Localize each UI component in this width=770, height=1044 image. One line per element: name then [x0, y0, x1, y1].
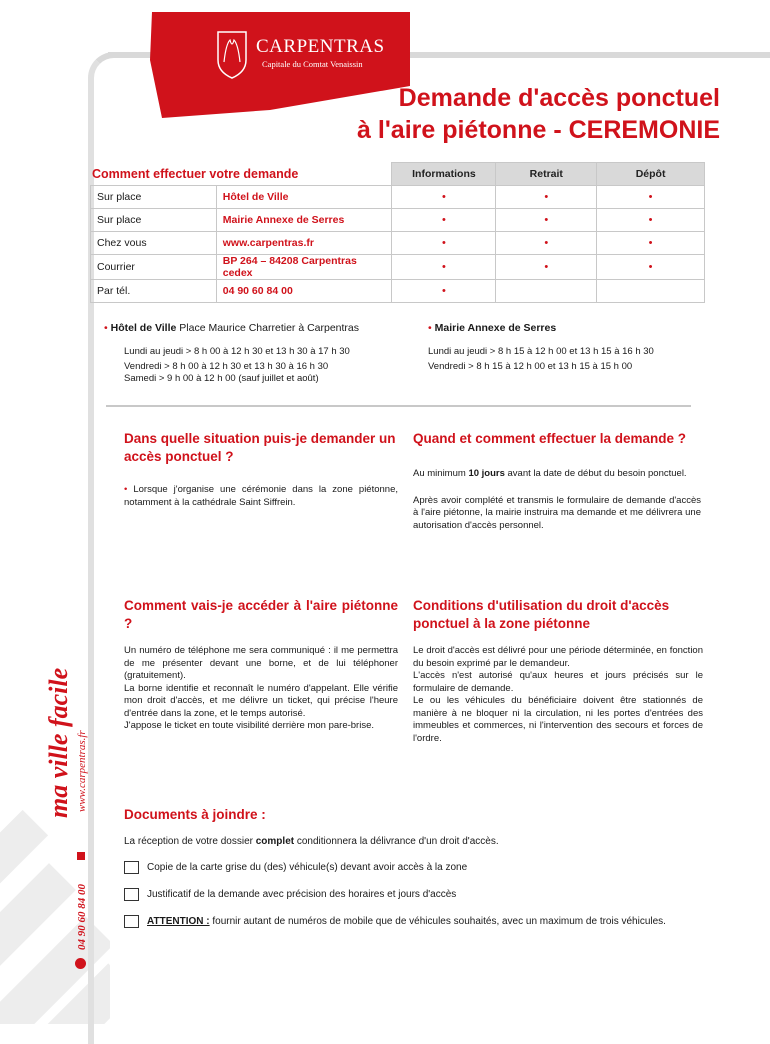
table-row	[91, 255, 705, 280]
page-title-line2: à l'aire piétonne - CEREMONIE	[357, 116, 720, 144]
sidebar-circle-icon	[75, 958, 86, 969]
annexe-hours-line: Vendredi > 8 h 15 à 12 h 00 et 13 h 15 à 15 h 00	[428, 361, 633, 372]
hotel-hours-line: Samedi > 9 h 00 à 12 h 00 (sauf juillet et août)	[124, 373, 319, 384]
section-text	[413, 468, 701, 481]
row-retrait: •	[496, 209, 597, 232]
logo-name: CARPENTRAS	[256, 36, 385, 57]
row-mode: Sur place	[91, 209, 217, 232]
documents-heading-text: Documents à joindre	[124, 807, 258, 822]
sidebar-website: www.carpentras.fr	[76, 730, 88, 812]
row-location: Hôtel de Ville	[216, 186, 392, 209]
table-caption: Comment effectuer votre demande	[92, 167, 299, 181]
documents-heading	[124, 806, 714, 824]
section-acceder	[124, 597, 398, 733]
checkbox-attention[interactable]	[124, 915, 139, 928]
hotel-address: Place Maurice Charretier à Carpentras	[179, 322, 360, 334]
hotel-hours-line: Lundi au jeudi > 8 h 00 à 12 h 30 et 13 h 30 à 17 h 30	[124, 346, 350, 357]
annexe-hours	[428, 346, 718, 373]
documents-intro-bold: complet	[255, 836, 295, 847]
row-depot: •	[597, 209, 705, 232]
section-quand	[413, 430, 701, 532]
annexe-bullet: •	[428, 322, 432, 334]
hotel-hours	[124, 346, 414, 385]
row-location: Mairie Annexe de Serres	[216, 209, 392, 232]
section-documents	[124, 806, 714, 928]
row-location-website-link[interactable]: www.carpentras.fr	[216, 232, 392, 255]
row-informations: •	[392, 186, 496, 209]
row-mode: Courrier	[91, 255, 217, 280]
attention-label: ATTENTION :	[147, 915, 210, 927]
sidebar-phone: 04 90 60 84 00	[76, 884, 88, 950]
row-mode: Chez vous	[91, 232, 217, 255]
sidebar-slogan: ma ville facile	[44, 667, 73, 818]
hotel-hours-heading	[104, 322, 404, 334]
section-heading: Dans quelle situation puis-je demander un accès ponctuel ?	[124, 431, 396, 464]
section-conditions	[413, 597, 703, 745]
access-table	[90, 162, 705, 303]
section-text	[124, 484, 398, 509]
section-heading: Conditions d'utilisation du droit d'accès ponctuel à la zone piétonne	[413, 598, 670, 631]
row-retrait: •	[496, 186, 597, 209]
row-retrait	[496, 280, 597, 303]
table-row	[91, 280, 705, 303]
row-retrait: •	[496, 255, 597, 280]
documents-intro-post: conditionnera la délivrance d'un droit d'accès.	[294, 836, 499, 847]
quand-text-pre: Au minimum	[413, 468, 469, 479]
section-situation	[124, 430, 398, 509]
section-text: J'appose le ticket en toute visibilité derrière mon pare-brise.	[124, 720, 374, 731]
document-item-label: Copie de la carte grise du (des) véhicule(s) devant avoir accès à la zone	[147, 861, 468, 873]
quand-text-post: avant la date de début du besoin ponctuel.	[504, 468, 687, 479]
section-text: Le ou les véhicules du bénéficiaire doivent être stationnés de manière à ne bloquer ni la circulation, ni les portes d'entrées des immeubles et commerces, ni l'intervention des secours et forces de l'ordre.	[413, 695, 703, 744]
row-informations: •	[392, 280, 496, 303]
documents-intro	[124, 836, 714, 849]
row-depot: •	[597, 255, 705, 280]
section-text: L'accès n'est autorisé qu'aux heures et jours précisés sur le formulaire de demande.	[413, 670, 703, 694]
row-depot: •	[597, 186, 705, 209]
table-row	[91, 209, 705, 232]
annexe-hours-heading	[428, 322, 708, 334]
quand-text-bold: 10 jours	[468, 468, 505, 479]
row-location: BP 264 – 84208 Carpentras cedex	[216, 255, 392, 280]
checkbox-justificatif[interactable]	[124, 888, 139, 901]
header-depot: Dépôt	[597, 163, 705, 186]
row-informations: •	[392, 209, 496, 232]
row-mode: Sur place	[91, 186, 217, 209]
document-item	[124, 915, 714, 928]
hotel-hours-line: Vendredi > 8 h 00 à 12 h 30 et 13 h 30 à 16 h 30	[124, 361, 329, 372]
annexe-name: Mairie Annexe de Serres	[434, 322, 557, 334]
row-informations: •	[392, 232, 496, 255]
row-depot: •	[597, 232, 705, 255]
situation-bullet: •	[124, 484, 128, 495]
document-item	[124, 888, 714, 901]
row-informations: •	[392, 255, 496, 280]
row-depot	[597, 280, 705, 303]
hotel-bullet: •	[104, 322, 108, 334]
header-informations: Informations	[392, 163, 496, 186]
logo-subtitle: Capitale du Comtat Venaissin	[262, 59, 363, 69]
table-row	[91, 186, 705, 209]
section-text: La borne identifie et reconnaît le numéro d'appelant. Elle vérifie mon droit d'accès, et me délivre un ticket, qui précise l'heure d'entrée dans la zone, et le temps autorisé.	[124, 682, 398, 719]
checkbox-carte-grise[interactable]	[124, 861, 139, 874]
page-title-line1: Demande d'accès ponctuel	[398, 84, 720, 112]
document-item-label: Justificatif de la demande avec précision des horaires et jours d'accès	[147, 888, 457, 900]
section-text: Le droit d'accès est délivré pour une période déterminée, en fonction du besoin exprimé par le demandeur.	[413, 645, 703, 669]
hotel-name: Hôtel de Ville	[110, 322, 177, 334]
attention-text: fournir autant de numéros de mobile que de véhicules souhaités, avec un maximum de trois véhicules.	[209, 915, 666, 927]
section-text: Après avoir complété et transmis le formulaire de demande d'accès à l'aire piétonne, la mairie instruira ma demande et me délivrera une autorisation d'accès personnel.	[413, 494, 701, 531]
section-heading: Quand et comment effectuer la demande ?	[413, 431, 687, 446]
header-retrait: Retrait	[496, 163, 597, 186]
sidebar-square-icon	[77, 852, 85, 860]
documents-intro-pre: La réception de votre dossier	[124, 836, 256, 847]
situation-text: Lorsque j'organise une cérémonie dans la zone piétonne, notamment à la cathédrale Saint Siffrein.	[124, 484, 399, 508]
row-location-phone: 04 90 60 84 00	[216, 280, 392, 303]
section-heading: Comment vais-je accéder à l'aire piétonne ?	[124, 598, 398, 631]
row-retrait: •	[496, 232, 597, 255]
document-item	[124, 861, 714, 874]
separator-line	[106, 405, 691, 407]
annexe-hours-line: Lundi au jeudi > 8 h 15 à 12 h 00 et 13 h 15 à 16 h 30	[428, 346, 654, 357]
table-row	[91, 232, 705, 255]
documents-heading-colon: :	[257, 807, 266, 822]
row-mode: Par tél.	[91, 280, 217, 303]
section-text: Un numéro de téléphone me sera communiqué : il me permettra de me présenter devant une borne, et de lui téléphoner (gratuitement).	[124, 645, 398, 681]
table-header-row	[91, 163, 705, 186]
